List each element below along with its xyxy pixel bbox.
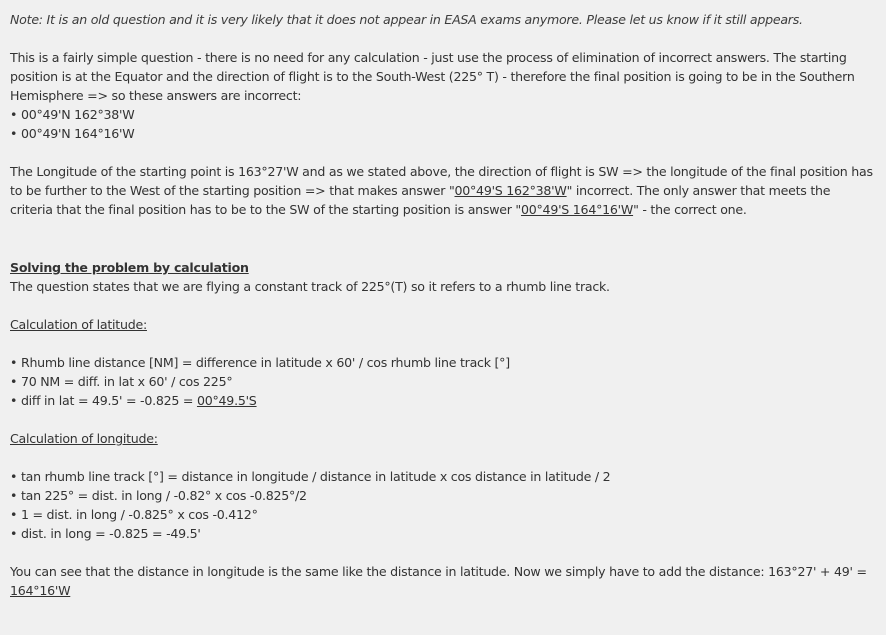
latitude-step: • 70 NM = diff. in lat x 60' / cos 225° [10, 372, 876, 391]
longitude-paragraph: The Longitude of the starting point is 163°27'W and as we stated above, the direction of flight is SW => the longitude of the final position has to be further to the West of the starting position => that makes answer "00°49'S 162°38'W" incorrect. The only answer that meets the criteria that the final position has to be to the SW of the starting position is answer "00°49'S 164°16'W" - the correct one. [10, 164, 873, 217]
conclusion-paragraph: You can see that the distance in longitude is the same like the distance in latitude. Now we simply have to add the distance: 163°27' + 49' = 164°16'W [10, 564, 867, 598]
calculation-heading: Solving the problem by calculation [10, 260, 249, 275]
incorrect-answer-item: • 00°49'N 164°16'W [10, 124, 876, 143]
latitude-heading: Calculation of latitude: [10, 317, 147, 332]
incorrect-answer-item: • 00°49'N 162°38'W [10, 105, 876, 124]
longitude-step: • tan 225° = dist. in long / -0.82° x cos -0.825°/2 [10, 486, 876, 505]
longitude-result: 164°16'W [10, 583, 71, 598]
longitude-step: • dist. in long = -0.825 = -49.5' [10, 524, 876, 543]
calculation-intro: The question states that we are flying a constant track of 225°(T) so it refers to a rhumb line track. [10, 279, 610, 294]
latitude-result: 00°49.5'S [196, 393, 257, 408]
latitude-step: • Rhumb line distance [NM] = difference in latitude x 60' / cos rhumb line track [°] [10, 353, 876, 372]
longitude-step: • tan rhumb line track [°] = distance in longitude / distance in latitude x cos distance in latitude / 2 [10, 467, 876, 486]
answer-link-incorrect[interactable]: 00°49'S 162°38'W [454, 183, 567, 198]
answer-link-correct[interactable]: 00°49'S 164°16'W [520, 202, 634, 217]
note-text: Note: It is an old question and it is very likely that it does not appear in EASA exams anymore. Please let us know if it still appears. [10, 12, 803, 27]
longitude-step: • 1 = dist. in long / -0.825° x cos -0.412° [10, 505, 876, 524]
longitude-heading: Calculation of longitude: [10, 431, 158, 446]
elimination-paragraph: This is a fairly simple question - there is no need for any calculation - just use the process of elimination of incorrect answers. The starting position is at the Equator and the direction of flight is to the South-West (225° T) - therefore the final position is going to be in the Southern Hemisphere => so these answers are incorrect: [10, 50, 855, 103]
latitude-result-step: • diff in lat = 49.5' = -0.825 = 00°49.5'S [10, 391, 876, 410]
